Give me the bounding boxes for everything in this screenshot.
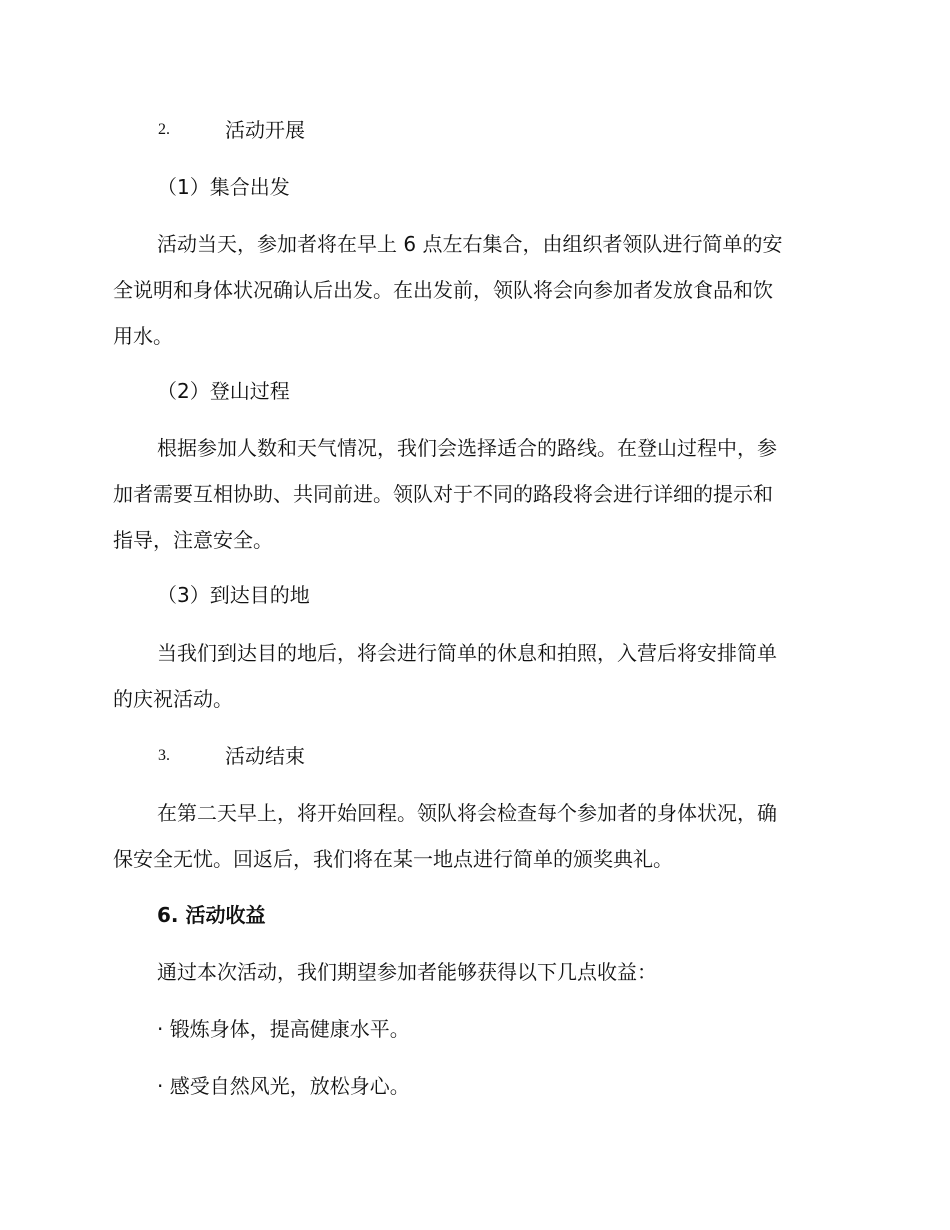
paragraph-line: 全说明和身体状况确认后出发。在出发前，领队将会向参加者发放食品和饮	[113, 278, 773, 302]
paragraph-line: 当我们到达目的地后，将会进行简单的休息和拍照，入营后将安排简单	[157, 641, 777, 665]
section-number: 3.	[158, 747, 170, 764]
section-title: 活动结束	[225, 744, 305, 768]
section-number: 2.	[158, 121, 170, 138]
paragraph-line: 在第二天早上，将开始回程。领队将会检查每个参加者的身体状况，确	[157, 801, 777, 825]
subsection-heading: （2）登山过程	[157, 379, 290, 403]
subsection-heading: （3）到达目的地	[157, 583, 310, 607]
paragraph-line: 加者需要互相协助、共同前进。领队对于不同的路段将会进行详细的提示和	[113, 482, 773, 506]
paragraph-line: 通过本次活动，我们期望参加者能够获得以下几点收益：	[157, 960, 657, 984]
paragraph-line: 根据参加人数和天气情况，我们会选择适合的路线。在登山过程中，参	[157, 436, 777, 460]
subsection-heading: （1）集合出发	[157, 175, 290, 199]
paragraph-line: 指导，注意安全。	[113, 528, 273, 552]
section-title: 活动开展	[225, 118, 305, 142]
paragraph-line: 保安全无忧。回返后，我们将在某一地点进行简单的颁奖典礼。	[113, 847, 673, 871]
bullet-item: · 锻炼身体，提高健康水平。	[157, 1017, 410, 1041]
paragraph-line: 的庆祝活动。	[113, 687, 233, 711]
bullet-item: · 感受自然风光，放松身心。	[157, 1074, 410, 1098]
paragraph-line: 活动当天，参加者将在早上 6 点左右集合，由组织者领队进行简单的安	[157, 232, 783, 256]
section-heading: 6. 活动收益	[157, 903, 266, 927]
paragraph-line: 用水。	[113, 324, 173, 348]
